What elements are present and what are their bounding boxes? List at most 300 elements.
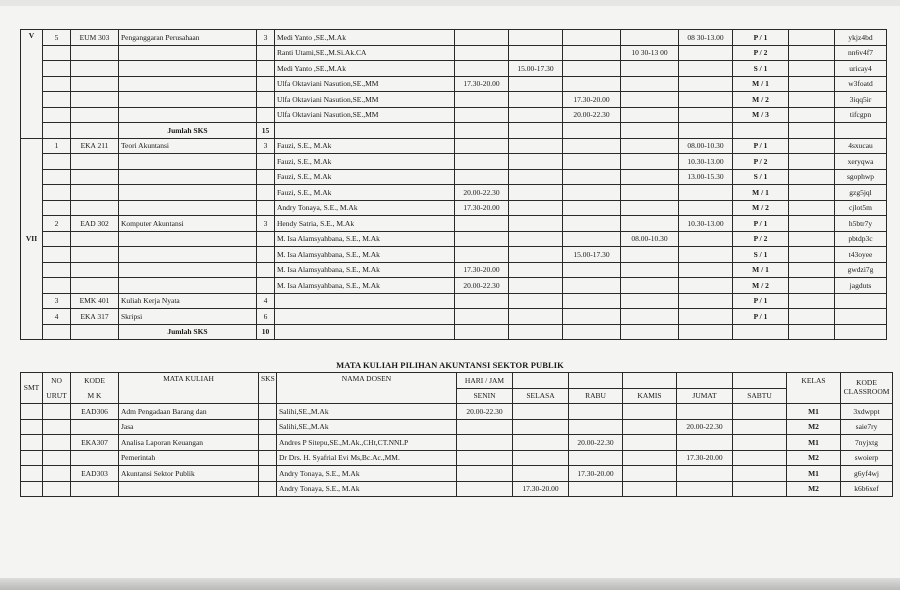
blank-cell (259, 466, 277, 482)
course-code (71, 262, 119, 278)
blank-cell (43, 419, 71, 435)
blank-cell (259, 450, 277, 466)
blank-cell (43, 404, 71, 420)
class-label: M / 2 (733, 92, 789, 108)
lecturer-name: Ulfa Oktaviani Nasution,SE.,MM (275, 107, 455, 123)
course-sks (257, 231, 275, 247)
classroom-code: xeryqwa (835, 154, 887, 170)
header-day-sabtu: SABTU (733, 388, 787, 404)
total-sks-label: Jumlah SKS (119, 324, 257, 340)
blank-cell (679, 123, 733, 139)
schedule-time (621, 61, 679, 77)
blank-cell (789, 154, 835, 170)
elective-name: Analisa Laporan Keuangan (119, 435, 259, 451)
course-sks: 3 (257, 30, 275, 46)
classroom-code: nn6v4f7 (835, 45, 887, 61)
elective-time (733, 435, 787, 451)
elective-time (569, 404, 623, 420)
classroom-code (835, 293, 887, 309)
elective-time: 20.00-22.30 (457, 404, 513, 420)
schedule-time (621, 278, 679, 294)
course-code (71, 185, 119, 201)
course-number (43, 247, 71, 263)
course-number (43, 231, 71, 247)
table-row (21, 154, 887, 170)
elective-classroom-code: g6yf4wj (841, 466, 893, 482)
semester-schedule-table (20, 29, 887, 340)
lecturer-name: M. Isa Alamsyahbana, S.E., M.Ak (275, 231, 455, 247)
schedule-time (621, 169, 679, 185)
lecturer-name: Medi Yanto ,SE.,M.Ak (275, 30, 455, 46)
schedule-time (621, 107, 679, 123)
course-name: Teori Akuntansi (119, 138, 257, 154)
class-label: P / 1 (733, 30, 789, 46)
schedule-time (455, 30, 509, 46)
schedule-time (679, 262, 733, 278)
elective-classroom-code: k6b6xef (841, 481, 893, 497)
blank-cell (789, 92, 835, 108)
class-label: P / 1 (733, 293, 789, 309)
elective-time (569, 419, 623, 435)
class-label: P / 2 (733, 45, 789, 61)
schedule-time (679, 231, 733, 247)
elective-name: Jasa (119, 419, 259, 435)
course-sks (257, 278, 275, 294)
schedule-time (679, 293, 733, 309)
blank-cell (21, 419, 43, 435)
course-sks (257, 61, 275, 77)
class-label: P / 1 (733, 138, 789, 154)
elective-class: M2 (787, 481, 841, 497)
blank-cell (563, 123, 621, 139)
blank-cell (43, 466, 71, 482)
schedule-time (563, 154, 621, 170)
header-no: NO (43, 373, 71, 389)
elective-time: 20.00-22.30 (677, 419, 733, 435)
course-sks: 4 (257, 293, 275, 309)
classroom-code: jagduts (835, 278, 887, 294)
schedule-time (563, 231, 621, 247)
lecturer-name: Medi Yanto ,SE.,M.Ak (275, 61, 455, 77)
blank-cell (789, 262, 835, 278)
header-mk-short: M K (71, 388, 119, 404)
class-label: P / 1 (733, 216, 789, 232)
table-row (21, 278, 887, 294)
elective-time (677, 466, 733, 482)
classroom-code (835, 309, 887, 325)
course-code: EAD 302 (71, 216, 119, 232)
schedule-time (509, 92, 563, 108)
header-kode-classroom-1: KODE (856, 378, 877, 388)
table-row (21, 138, 887, 154)
schedule-time: 17.30-20.00 (455, 76, 509, 92)
elective-lecturer: Andry Tonaya, S.E., M.Ak (277, 466, 457, 482)
blank-cell (789, 231, 835, 247)
table-row (21, 481, 893, 497)
elective-time: 17.30-20.00 (569, 466, 623, 482)
course-code: EKA 317 (71, 309, 119, 325)
blank-cell (733, 123, 789, 139)
elective-time (623, 466, 677, 482)
course-name (119, 200, 257, 216)
header-day-senin: SENIN (457, 388, 513, 404)
course-sks (257, 247, 275, 263)
schedule-time (563, 169, 621, 185)
elective-lecturer: Andres P Sitepu,SE.,M.Ak.,CHt,CT.NNLP (277, 435, 457, 451)
semester-label: VII (21, 138, 43, 340)
blank-cell (275, 123, 455, 139)
header-mata-kuliah: MATA KULIAH (119, 373, 259, 404)
page-bottom-edge (0, 578, 900, 590)
table-row (21, 262, 887, 278)
table-row (21, 435, 893, 451)
total-row (21, 324, 887, 340)
elective-name: Pemerintah (119, 450, 259, 466)
elective-time (677, 435, 733, 451)
classroom-code: w3foatd (835, 76, 887, 92)
schedule-time (563, 278, 621, 294)
elective-class: M2 (787, 450, 841, 466)
blank-cell (21, 466, 43, 482)
schedule-time (509, 247, 563, 263)
blank-cell (679, 324, 733, 340)
elective-time (457, 419, 513, 435)
table-row (21, 107, 887, 123)
schedule-time (563, 185, 621, 201)
schedule-time (509, 231, 563, 247)
blank-cell (71, 123, 119, 139)
course-number (43, 278, 71, 294)
elective-time (513, 404, 569, 420)
elective-classroom-code: 3xdwppt (841, 404, 893, 420)
lecturer-name: M. Isa Alamsyahbana, S.E., M.Ak (275, 278, 455, 294)
schedule-time (621, 293, 679, 309)
course-number: 3 (43, 293, 71, 309)
schedule-time: 20.00-22.30 (563, 107, 621, 123)
blank-cell (71, 324, 119, 340)
course-code (71, 278, 119, 294)
course-code: EKA 211 (71, 138, 119, 154)
table-row (21, 231, 887, 247)
schedule-time (679, 92, 733, 108)
table-row (21, 185, 887, 201)
course-number (43, 200, 71, 216)
class-label: S / 1 (733, 61, 789, 77)
course-number (43, 45, 71, 61)
elective-body (21, 404, 893, 497)
schedule-time (455, 45, 509, 61)
elective-code (71, 481, 119, 497)
course-code: EUM 303 (71, 30, 119, 46)
schedule-time (679, 185, 733, 201)
lecturer-name: Fauzi, S.E., M.Ak (275, 185, 455, 201)
elective-time (457, 466, 513, 482)
schedule-time (509, 262, 563, 278)
blank-cell (43, 435, 71, 451)
course-name (119, 76, 257, 92)
semester-schedule-body (21, 30, 887, 340)
blank-cell (43, 450, 71, 466)
blank-cell (789, 324, 835, 340)
total-sks-value: 15 (257, 123, 275, 139)
blank-cell (789, 216, 835, 232)
course-number: 5 (43, 30, 71, 46)
schedule-time (621, 216, 679, 232)
schedule-time: 17.30-20.00 (563, 92, 621, 108)
course-sks (257, 185, 275, 201)
course-number (43, 107, 71, 123)
course-sks: 3 (257, 216, 275, 232)
course-name (119, 231, 257, 247)
table-row (21, 466, 893, 482)
page-top-edge (0, 0, 900, 6)
blank-cell (835, 123, 887, 139)
schedule-time (621, 138, 679, 154)
schedule-time (563, 293, 621, 309)
table-row (21, 216, 887, 232)
blank-cell (789, 76, 835, 92)
schedule-time (509, 169, 563, 185)
classroom-code: sgophwp (835, 169, 887, 185)
schedule-time (509, 45, 563, 61)
class-label: S / 1 (733, 169, 789, 185)
schedule-time (455, 231, 509, 247)
blank-cell (43, 123, 71, 139)
schedule-time (679, 247, 733, 263)
course-code (71, 154, 119, 170)
table-row (21, 76, 887, 92)
course-sks (257, 92, 275, 108)
class-label: M / 2 (733, 200, 789, 216)
elective-time (677, 481, 733, 497)
classroom-code: 4sxucau (835, 138, 887, 154)
header-day-rabu: RABU (569, 388, 623, 404)
elective-code: EAD306 (71, 404, 119, 420)
course-number (43, 262, 71, 278)
lecturer-name: Ulfa Oktaviani Nasution,SE.,MM (275, 76, 455, 92)
schedule-time (679, 309, 733, 325)
blank-cell (789, 30, 835, 46)
classroom-code: gwdzi7g (835, 262, 887, 278)
schedule-time: 15.00-17.30 (563, 247, 621, 263)
elective-time (623, 404, 677, 420)
blank-cell (789, 45, 835, 61)
schedule-time (621, 247, 679, 263)
course-sks (257, 45, 275, 61)
elective-class: M2 (787, 419, 841, 435)
schedule-time (509, 216, 563, 232)
course-number (43, 92, 71, 108)
table-row (21, 30, 887, 46)
blank-cell (259, 404, 277, 420)
table-row (21, 92, 887, 108)
elective-time (513, 435, 569, 451)
schedule-time (679, 76, 733, 92)
class-label: M / 1 (733, 185, 789, 201)
elective-time: 20.00-22.30 (569, 435, 623, 451)
schedule-time (455, 216, 509, 232)
course-code (71, 92, 119, 108)
elective-time: 17.30-20.00 (513, 481, 569, 497)
blank-cell (21, 450, 43, 466)
schedule-time (563, 216, 621, 232)
schedule-time: 08.00-10.30 (621, 231, 679, 247)
table-row (21, 309, 887, 325)
course-name (119, 262, 257, 278)
course-name (119, 92, 257, 108)
schedule-time (621, 262, 679, 278)
course-sks (257, 154, 275, 170)
blank-cell (789, 138, 835, 154)
blank-cell (21, 404, 43, 420)
course-name (119, 278, 257, 294)
course-name (119, 154, 257, 170)
elective-class: M1 (787, 404, 841, 420)
course-number (43, 169, 71, 185)
header-day-kamis: KAMIS (623, 388, 677, 404)
classroom-code: 3iqq5ir (835, 92, 887, 108)
classroom-code: uricay4 (835, 61, 887, 77)
blank-cell (789, 123, 835, 139)
elective-time (513, 466, 569, 482)
blank-cell (789, 200, 835, 216)
lecturer-name (275, 309, 455, 325)
schedule-time (509, 278, 563, 294)
schedule-time (621, 200, 679, 216)
elective-name: Adm Pengadaan Barang dan (119, 404, 259, 420)
schedule-time: 17.30-20.00 (455, 262, 509, 278)
course-name (119, 61, 257, 77)
elective-time (733, 481, 787, 497)
course-number (43, 185, 71, 201)
classroom-code: gzg5jql (835, 185, 887, 201)
course-code (71, 231, 119, 247)
class-label: M / 1 (733, 262, 789, 278)
schedule-time: 15.00-17.30 (509, 61, 563, 77)
course-name: Penganggaran Perusahaan (119, 30, 257, 46)
total-row (21, 123, 887, 139)
course-name (119, 185, 257, 201)
table-row (21, 450, 893, 466)
course-number (43, 154, 71, 170)
schedule-time (563, 45, 621, 61)
class-label: M / 1 (733, 76, 789, 92)
lecturer-name: Fauzi, S.E., M.Ak (275, 138, 455, 154)
schedule-time: 20.00-22.30 (455, 278, 509, 294)
elective-lecturer: Dr Drs. H. Syafrial Evi Ms,Bc.Ac.,MM. (277, 450, 457, 466)
schedule-time (509, 200, 563, 216)
course-code (71, 169, 119, 185)
header-sks: SKS (259, 373, 277, 404)
elective-time (733, 404, 787, 420)
schedule-time (509, 76, 563, 92)
blank-cell (835, 324, 887, 340)
schedule-time: 17.30-20.00 (455, 200, 509, 216)
course-sks (257, 169, 275, 185)
lecturer-name: Ranti Utami,SE.,M.Si.Ak.CA (275, 45, 455, 61)
blank-cell (789, 61, 835, 77)
elective-classroom-code: saie7ry (841, 419, 893, 435)
elective-time (623, 419, 677, 435)
classroom-code: h5btr7y (835, 216, 887, 232)
course-name: Skripsi (119, 309, 257, 325)
total-sks-value: 10 (257, 324, 275, 340)
schedule-time (563, 138, 621, 154)
blank-cell (21, 435, 43, 451)
schedule-time (621, 30, 679, 46)
course-code (71, 107, 119, 123)
blank-cell (789, 185, 835, 201)
lecturer-name: Hendy Satria, S.E., M.Ak (275, 216, 455, 232)
elective-time (623, 435, 677, 451)
blank-cell (789, 309, 835, 325)
schedule-time (455, 154, 509, 170)
lecturer-name: Andry Tonaya, S.E., M.Ak (275, 200, 455, 216)
blank-cell (733, 324, 789, 340)
course-sks: 6 (257, 309, 275, 325)
schedule-time (563, 309, 621, 325)
elective-name (119, 481, 259, 497)
blank-cell (789, 247, 835, 263)
course-code (71, 61, 119, 77)
course-name (119, 45, 257, 61)
schedule-time (455, 247, 509, 263)
schedule-time (621, 92, 679, 108)
schedule-time (621, 76, 679, 92)
schedule-time (509, 107, 563, 123)
course-sks (257, 200, 275, 216)
elective-code: EAD303 (71, 466, 119, 482)
course-name (119, 169, 257, 185)
class-label: M / 2 (733, 278, 789, 294)
course-code (71, 76, 119, 92)
elective-name: Akuntansi Sektor Publik (119, 466, 259, 482)
blank-cell (455, 324, 509, 340)
course-number (43, 76, 71, 92)
course-code (71, 247, 119, 263)
schedule-time (509, 185, 563, 201)
blank-cell (21, 481, 43, 497)
course-sks (257, 76, 275, 92)
schedule-time (679, 107, 733, 123)
elective-class: M1 (787, 466, 841, 482)
class-label: P / 2 (733, 154, 789, 170)
schedule-time (509, 138, 563, 154)
course-name: Kuliah Kerja Nyata (119, 293, 257, 309)
course-code (71, 200, 119, 216)
elective-lecturer: Andry Tonaya, S.E., M.Ak (277, 481, 457, 497)
course-number: 1 (43, 138, 71, 154)
schedule-time: 08 30-13.00 (679, 30, 733, 46)
classroom-code: ykjz4bd (835, 30, 887, 46)
classroom-code: tifcgpn (835, 107, 887, 123)
schedule-time (621, 185, 679, 201)
course-number (43, 61, 71, 77)
course-number: 4 (43, 309, 71, 325)
elective-time (733, 466, 787, 482)
table-row (21, 404, 893, 420)
blank-cell (509, 123, 563, 139)
lecturer-name (275, 293, 455, 309)
blank-cell (789, 293, 835, 309)
class-label: S / 1 (733, 247, 789, 263)
table-row (21, 61, 887, 77)
elective-time (569, 481, 623, 497)
elective-classroom-code: swoierp (841, 450, 893, 466)
schedule-time (563, 76, 621, 92)
schedule-time (679, 200, 733, 216)
blank-cell (621, 324, 679, 340)
